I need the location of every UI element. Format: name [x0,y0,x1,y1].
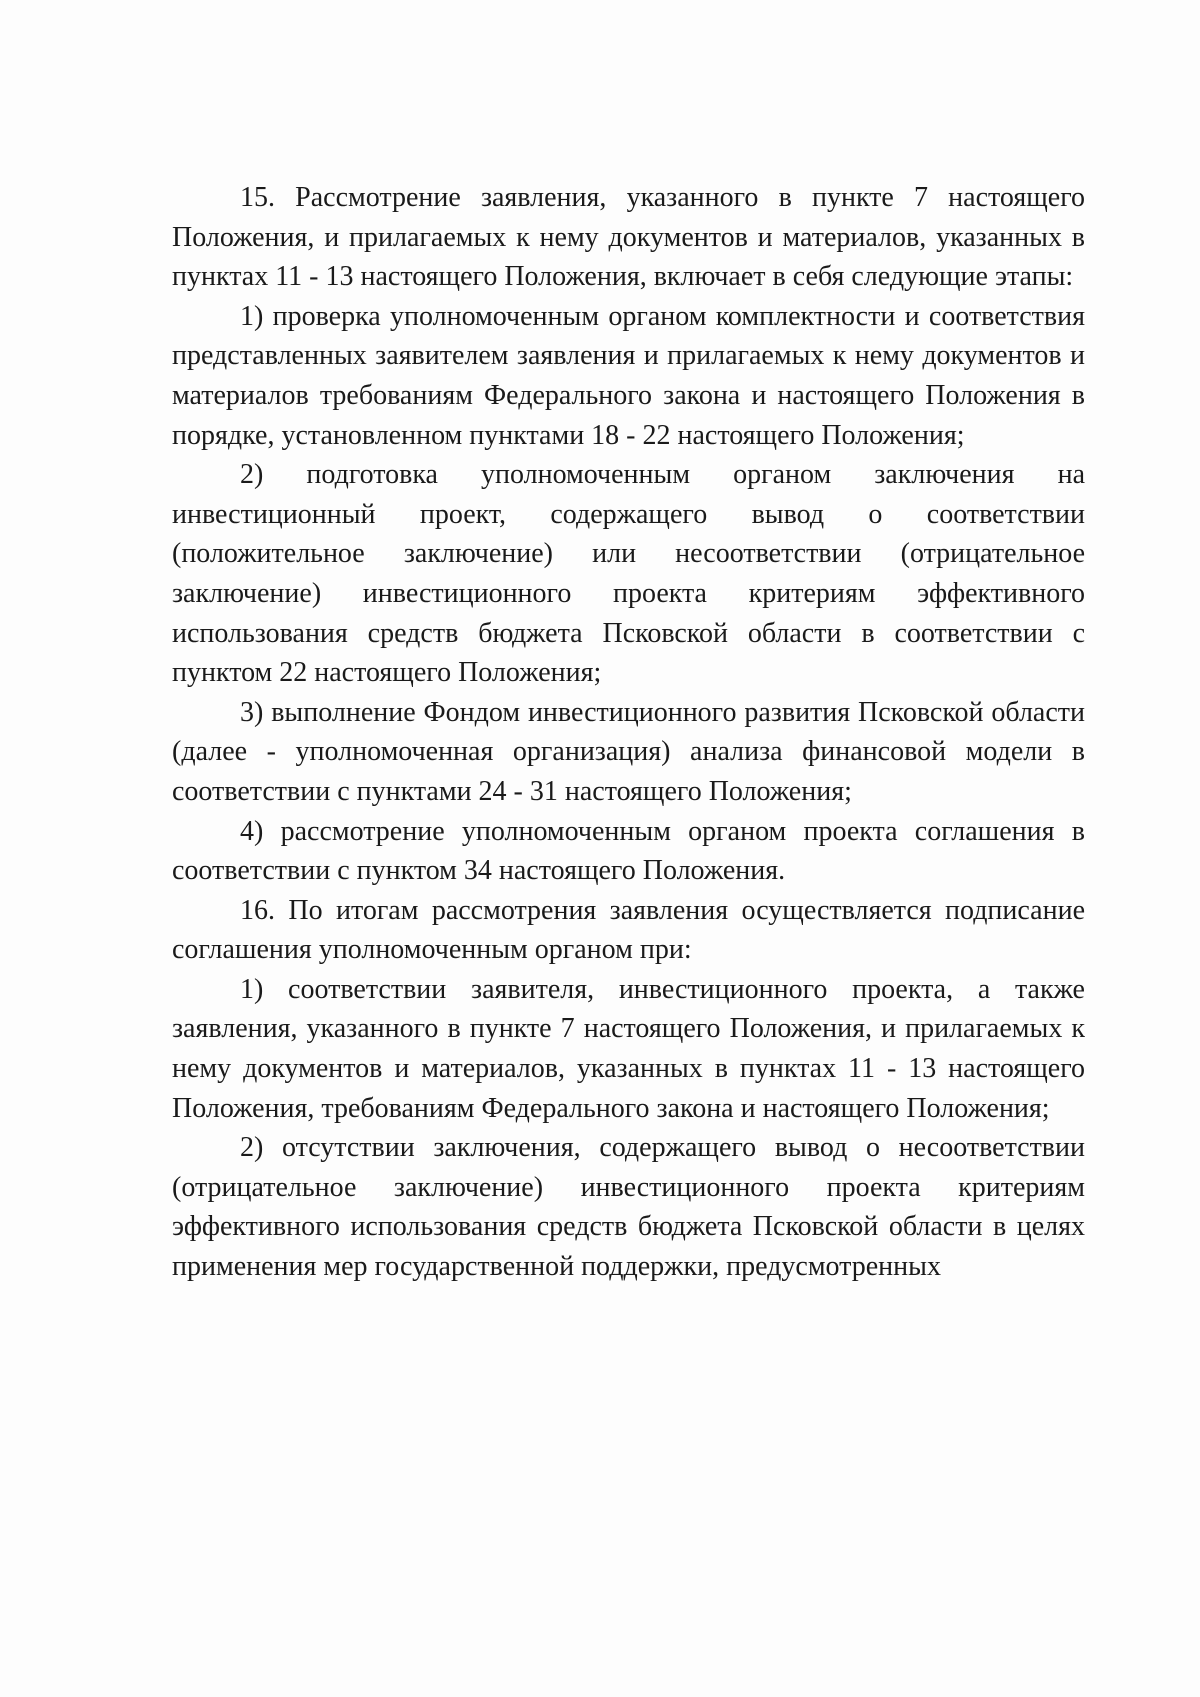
paragraph-15-item-4: 4) рассмотрение уполномоченным органом проекта соглашения в соответствии с пунктом 34 настоящего Положения. [172,815,1085,887]
paragraph-15-item-2: 2) подготовка уполномоченным органом заключения на инвестиционный проект, содержащего вывод о соответствии (положительное заключение) или несоответствии (отрицательное заключение) инвестиционного проекта критериям эффективного использования средств бюджета Псковской области в соответствии с пунктом 22 настоящего Положения; [172,459,1085,689]
paragraph-16: 16. По итогам рассмотрения заявления осуществляется подписание соглашения уполномоченным органом при: [172,894,1085,966]
paragraph-15-item-1: 1) проверка уполномоченным органом комплектности и соответствия представленных заявителем заявления и прилагаемых к нему документов и материалов требованиям Федерального закона и настоящего Положения в порядке, установленном пунктами 18 - 22 настоящего Положения; [172,300,1085,451]
document-body [172,178,1085,1287]
paragraph-16-item-1: 1) соответствии заявителя, инвестиционного проекта, а также заявления, указанного в пункте 7 настоящего Положения, и прилагаемых к нему документов и материалов, указанных в пунктах 11 - 13 настоящего Положения, требованиям Федерального закона и настоящего Положения; [172,973,1085,1124]
paragraph-15-item-3: 3) выполнение Фондом инвестиционного развития Псковской области (далее - уполномоченная организация) анализа финансовой модели в соответствии с пунктами 24 - 31 настоящего Положения; [172,696,1085,807]
paragraph-15: 15. Рассмотрение заявления, указанного в пункте 7 настоящего Положения, и прилагаемых к нему документов и материалов, указанных в пунктах 11 - 13 настоящего Положения, включает в себя следующие этапы: [172,182,1085,293]
paragraph-16-item-2: 2) отсутствии заключения, содержащего вывод о несоответствии (отрицательное заключение) инвестиционного проекта критериям эффективного использования средств бюджета Псковской области в целях применения мер государственной поддержки, предусмотренных [172,1132,1085,1283]
